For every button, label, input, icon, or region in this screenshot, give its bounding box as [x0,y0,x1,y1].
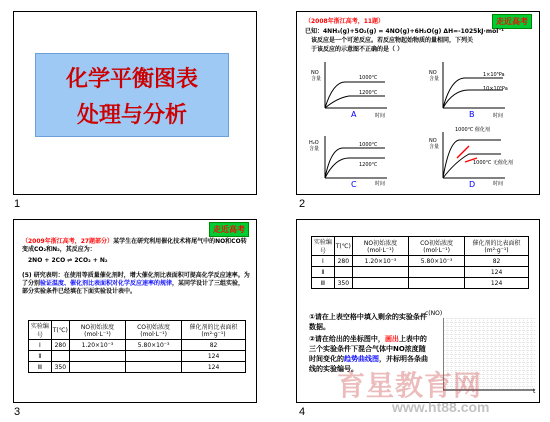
table-cell: Ⅲ [29,362,52,373]
graph-b-curve-2: 10×10⁵Pa [483,86,508,92]
slide-2[interactable] [296,11,540,195]
question-heading: （2009年浙江高考，27题部分） [22,238,114,245]
title-line-1: 化学平衡图表 [65,66,198,92]
graph-c-curve-2: 1200℃ [359,162,378,168]
graph-a [325,62,387,108]
graph-a-curve-2: 1200℃ [359,90,378,96]
graph-c-xlabel: 时间 [375,181,386,187]
table-cell: Ⅲ [312,278,335,289]
header-cell: 催化剂的比表面积(m²·g⁻¹) [465,237,529,256]
question-line-2: 该反应是一个可逆反应。若反应物起始物质的量相同，下列关 [311,37,474,44]
table-header-row [312,237,529,256]
table-cell: 1.20×10⁻³ [69,340,125,351]
table-row [312,278,529,289]
question-1: ①请在上表空格中填入剩余的实验条件数据。 [309,313,427,331]
table-row [29,340,246,351]
table-cell [352,278,408,289]
slide-3[interactable] [13,219,257,403]
table-cell: 124 [465,278,529,289]
table-cell: Ⅰ [29,340,52,351]
graph-d-xlabel: 时间 [493,181,504,187]
table-cell: 5.80×10⁻³ [126,340,182,351]
badge-zoujin: 走近高考 [209,222,249,237]
header-cell: CO初始浓度(mol·L⁻¹) [126,321,182,340]
table-cell: 280 [334,256,352,267]
page-number-3: 3 [14,406,21,418]
table-cell: 124 [182,351,246,362]
graph-ylabel: c(NO) [425,310,443,317]
header-cell: T(℃) [51,321,69,340]
page-number-1: 1 [14,198,21,210]
table-cell [69,362,125,373]
table-cell: 280 [51,340,69,351]
header-cell: NO初始浓度(mol·L⁻¹) [352,237,408,256]
table-cell [409,267,465,278]
table-cell [126,351,182,362]
table-cell [334,267,352,278]
graph-c-curve-1: 1000℃ [359,142,378,148]
header-cell: 催化剂的比表面积(m²·g⁻¹) [182,321,246,340]
question-intro-text: 某学生在研究利用催化技术将尾气中的NO和CO转变成CO₂和N₂，其反应为： [22,238,247,253]
question-5-tail: ，某同学设计了三组实验，部分实验条件已经填在下面实验设计表中。 [22,280,245,295]
table-cell [409,278,465,289]
title-line-2: 处理与分析 [76,102,187,128]
question-2-a: ②请在给出的坐标图中， [309,335,385,343]
table-cell: Ⅱ [312,267,335,278]
graph-b-xlabel: 时间 [493,113,504,119]
table-cell: 82 [465,256,529,267]
question-2-b: 上表中的三个实验条件下混合气体中NO浓度随时间变化的 [309,335,427,363]
question-line-3: 于该反应的示意图不正确的是（ ） [311,46,404,53]
table-row [29,362,246,373]
table-cell: Ⅱ [29,351,52,362]
table-cell: 82 [182,340,246,351]
table-row [312,267,529,278]
experiment-table [28,320,246,373]
table-cell [126,362,182,373]
table-cell [51,351,69,362]
table-cell: 124 [182,362,246,373]
graph-c-letter: C [351,180,357,189]
table-cell: Ⅰ [312,256,335,267]
graph-a-curve-1: 1000℃ [359,75,378,81]
graph-d [443,132,505,178]
graph-c-ylabel: H₂O含量 [309,140,320,152]
table-header-row [29,321,246,340]
question-5-highlight: 验证温度、催化剂比表面积对化学反应速率的规律 [40,280,173,287]
graph-a-ylabel: NO含量 [311,70,322,82]
header-cell: 实验编号 [312,237,335,256]
reaction-equation: 2NO + 2CO ⇌ 2CO₂ + N₂ [28,257,108,264]
graph-b-ylabel: NO含量 [429,70,440,82]
question-2-blue: 趋势曲线图 [344,355,379,363]
graph-a-xlabel: 时间 [375,113,386,119]
header-cell: CO初始浓度(mol·L⁻¹) [409,237,465,256]
graph-a-letter: A [351,110,357,119]
page-number-4: 4 [299,406,306,418]
table-cell: 124 [465,267,529,278]
graph-b-curve-1: 1×10⁵Pa [483,72,505,78]
option-graphs [297,12,540,195]
watermark-url: www.ht88.com [392,399,490,415]
question-intro [22,238,250,254]
title-box [35,53,229,137]
question-2-red: 画出 [384,335,399,343]
graph-xlabel: t [533,388,536,395]
table-cell [352,267,408,278]
header-cell: 实验编号 [29,321,52,340]
question-line-1: 已知：4NH₃(g)+5O₂(g) = 4NO(g)+6H₂O(g) ΔH=-1025kJ·mol⁻¹ [305,28,505,35]
table-row [29,351,246,362]
table-cell [69,351,125,362]
graph-d-letter: D [469,180,476,189]
graph-d-curve-2: 1000℃ 无催化剂 [473,160,513,166]
table-row [312,256,529,267]
question-2-c: ，并标明各条曲线的实验编号。 [309,355,428,373]
header-cell: T(℃) [334,237,352,256]
question-heading: （2008年浙江高考，11题） [305,18,385,25]
badge-zoujin: 走近高考 [492,14,532,29]
graph-b-letter: B [469,110,475,119]
table-cell: 1.20×10⁻³ [352,256,408,267]
experiment-table [311,236,529,289]
table-cell: 5.80×10⁻³ [409,256,465,267]
watermark-chinese: 育星教育网 [337,369,483,402]
graph-c [325,136,387,178]
page-number-2: 2 [299,198,306,210]
graph-d-curve-1: 1000℃ 催化剂 [455,127,490,133]
slide-1[interactable] [13,11,257,195]
table-cell: 350 [51,362,69,373]
graph-d-ylabel: NO含量 [429,138,440,150]
table-cell: 350 [334,278,352,289]
header-cell: NO初始浓度(mol·L⁻¹) [69,321,125,340]
question-5 [22,272,250,296]
question-5-intro: (5) 研究表明：在使用等质量催化剂时，增大催化剂比表面积可提高化学反应速率。为了分别 [22,272,250,287]
